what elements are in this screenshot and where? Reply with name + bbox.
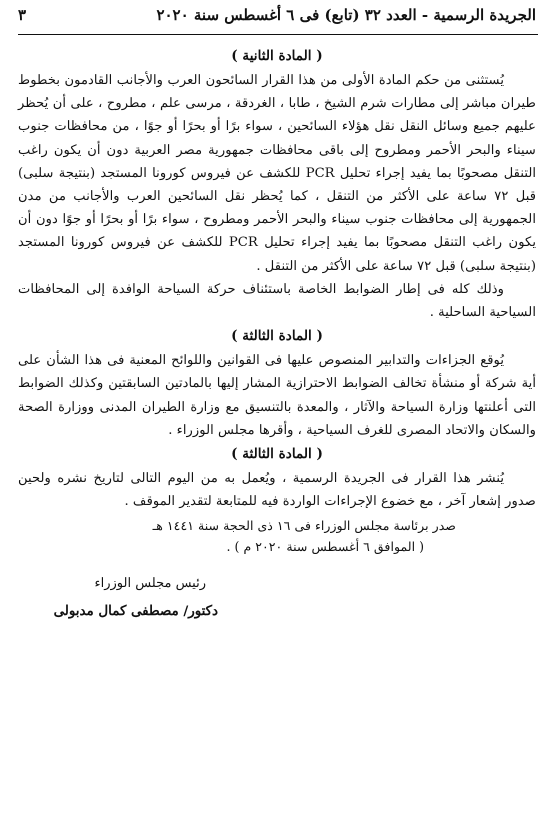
article-3-paragraph: يُوقع الجزاءات والتدابير المنصوص عليها فى القوانين واللوائح المعنية فى هذا الشأن على أية شركة أو منشأة تخالف الضوابط الاحترازية المشار إليها بالمادتين السابقتين وكذلك الضوابط التى أعلنتها وزارة السياحة والآثار ، والمعدة بالتنسيق مع وزارة الطيران المدنى ووزارة الصحة والسكان والاتحاد المصرى للغرف السياحية ، وأقرها مجلس الوزراء . xyxy=(18,353,536,438)
header-divider xyxy=(18,34,538,35)
document-body xyxy=(18,44,536,623)
article-2-paragraph-1: يُستثنى من حكم المادة الأولى من هذا القرار السائحون العرب والأجانب القادمون بخطوط طيران مباشر إلى مطارات شرم الشيخ ، طابا ، الغردقة ، مرسى علم ، مطروح ، على أن يُحظر عليهم جميع وسائل النقل نقل هؤلاء السائحين ، سواء برًا أو بحرًا أو جوًا ، من محافظات جنوب سيناء والبحر الأحمر ومطروح إلى باقى محافظات جمهورية مصر العربية دون أن يكون راغب التنقل مصحوبًا بما يفيد إجراء تحليل PCR للكشف عن فيروس كورونا المستجد (بنتيجة سلبى) قبل ٧٢ ساعة على الأكثر من التنقل ، كما يُحظر نقل السائحين العرب والأجانب من مدن الجمهورية إلى محافظات جنوب سيناء والبحر الأحمر ومطروح ، سواء برًا أو بحرًا أو جوًا دون أن يكون راغب التنقل مصحوبًا بما يفيد إجراء تحليل PCR للكشف عن فيروس كورونا المستجد (بنتيجة سلبى) قبل ٧٢ ساعة على الأكثر من التنقل . xyxy=(18,73,536,274)
issued-line: صدر برئاسة مجلس الوزراء فى ١٦ ذى الحجة سنة ١٤٤١ هـ xyxy=(152,518,456,534)
signature-block xyxy=(18,515,536,623)
article-2-paragraph-2: وذلك كله فى إطار الضوابط الخاصة باستئناف حركة السياحة الوافدة إلى المحافظات السياحية الساحلية . xyxy=(18,281,536,321)
gregorian-date-line: ( الموافق ٦ أغسطس سنة ٢٠٢٠ م ) . xyxy=(226,539,424,555)
signatory-name: دكتور/ مصطفى كمال مدبولى xyxy=(53,603,218,620)
signatory-title: رئيس مجلس الوزراء xyxy=(94,576,206,592)
article-3-heading: ( المادة الثالثة ) xyxy=(231,328,323,345)
article-2-heading: ( المادة الثانية ) xyxy=(231,48,323,64)
header-title: الجريدة الرسمية - العدد ٣٢ (تابع) فى ٦ أغسطس سنة ٢٠٢٠ xyxy=(156,6,536,24)
article-4-heading: ( المادة الثالثة ) xyxy=(231,446,323,463)
page-number: ٣ xyxy=(18,6,27,24)
article-4-paragraph: يُنشر هذا القرار فى الجريدة الرسمية ، ويُعمل به من اليوم التالى لتاريخ نشره ولحين صدور إشعار آخر ، مع خضوع الإجراءات الواردة فيه للمتابعة لتقدير الموقف . xyxy=(18,471,536,510)
page-header xyxy=(18,2,536,28)
